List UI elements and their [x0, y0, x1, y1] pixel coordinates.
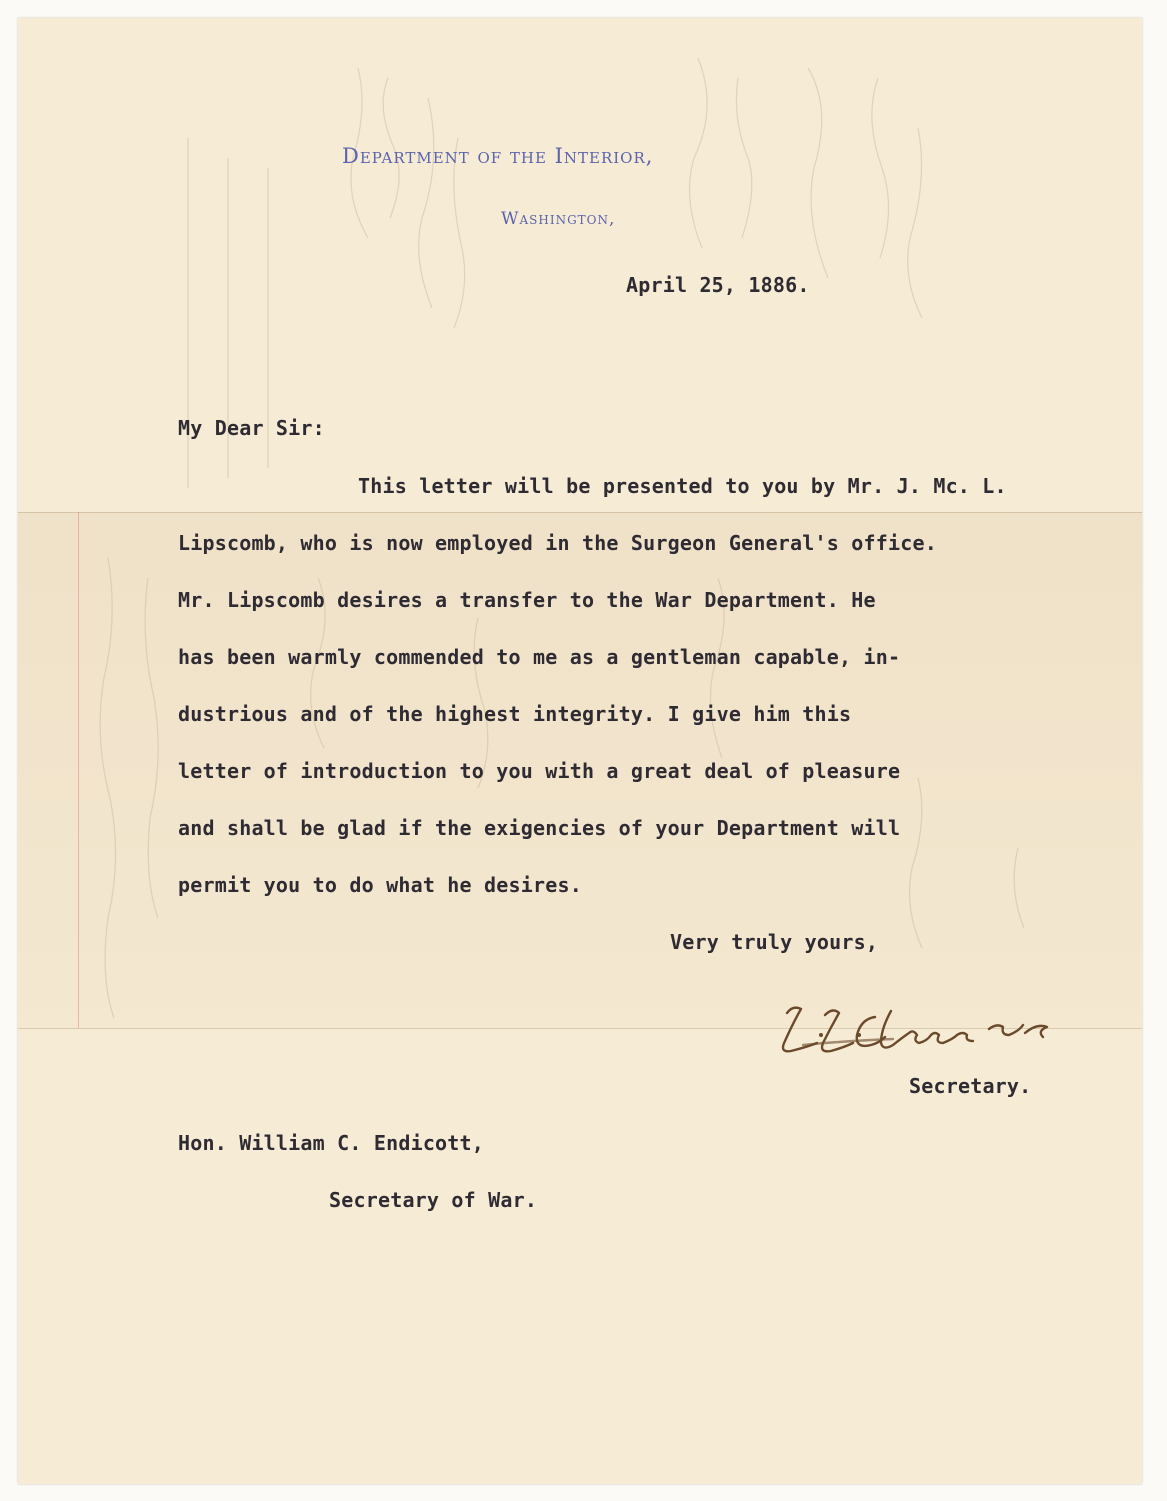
- letter-date: April 25, 1886.: [626, 273, 810, 297]
- body-line: has been warmly commended to me as a gentleman capable, in-: [178, 645, 901, 669]
- recipient-name: Hon. William C. Endicott,: [178, 1131, 485, 1155]
- salutation: My Dear Sir:: [178, 416, 325, 440]
- body-line: permit you to do what he desires.: [178, 873, 582, 897]
- letterhead-city: Washington,: [501, 209, 616, 229]
- body-line: This letter will be presented to you by Mr. J. Mc. L.: [358, 474, 1007, 498]
- body-line: dustrious and of the highest integrity. I give him this: [178, 702, 852, 726]
- letter-sheet: [18, 18, 1142, 1484]
- signer-title: Secretary.: [909, 1074, 1032, 1098]
- recipient-title: Secretary of War.: [329, 1188, 538, 1212]
- signature: [763, 993, 1093, 1063]
- body-line: Lipscomb, who is now employed in the Surgeon General's office.: [178, 531, 937, 555]
- body-line: letter of introduction to you with a great deal of pleasure: [178, 759, 901, 783]
- body-line: Mr. Lipscomb desires a transfer to the War Department. He: [178, 588, 876, 612]
- letterhead-department: Department of the Interior,: [342, 144, 654, 168]
- closing: Very truly yours,: [670, 930, 879, 954]
- fold-line-upper: [18, 512, 1142, 513]
- body-line: and shall be glad if the exigencies of your Department will: [178, 816, 901, 840]
- margin-rule: [78, 512, 79, 1028]
